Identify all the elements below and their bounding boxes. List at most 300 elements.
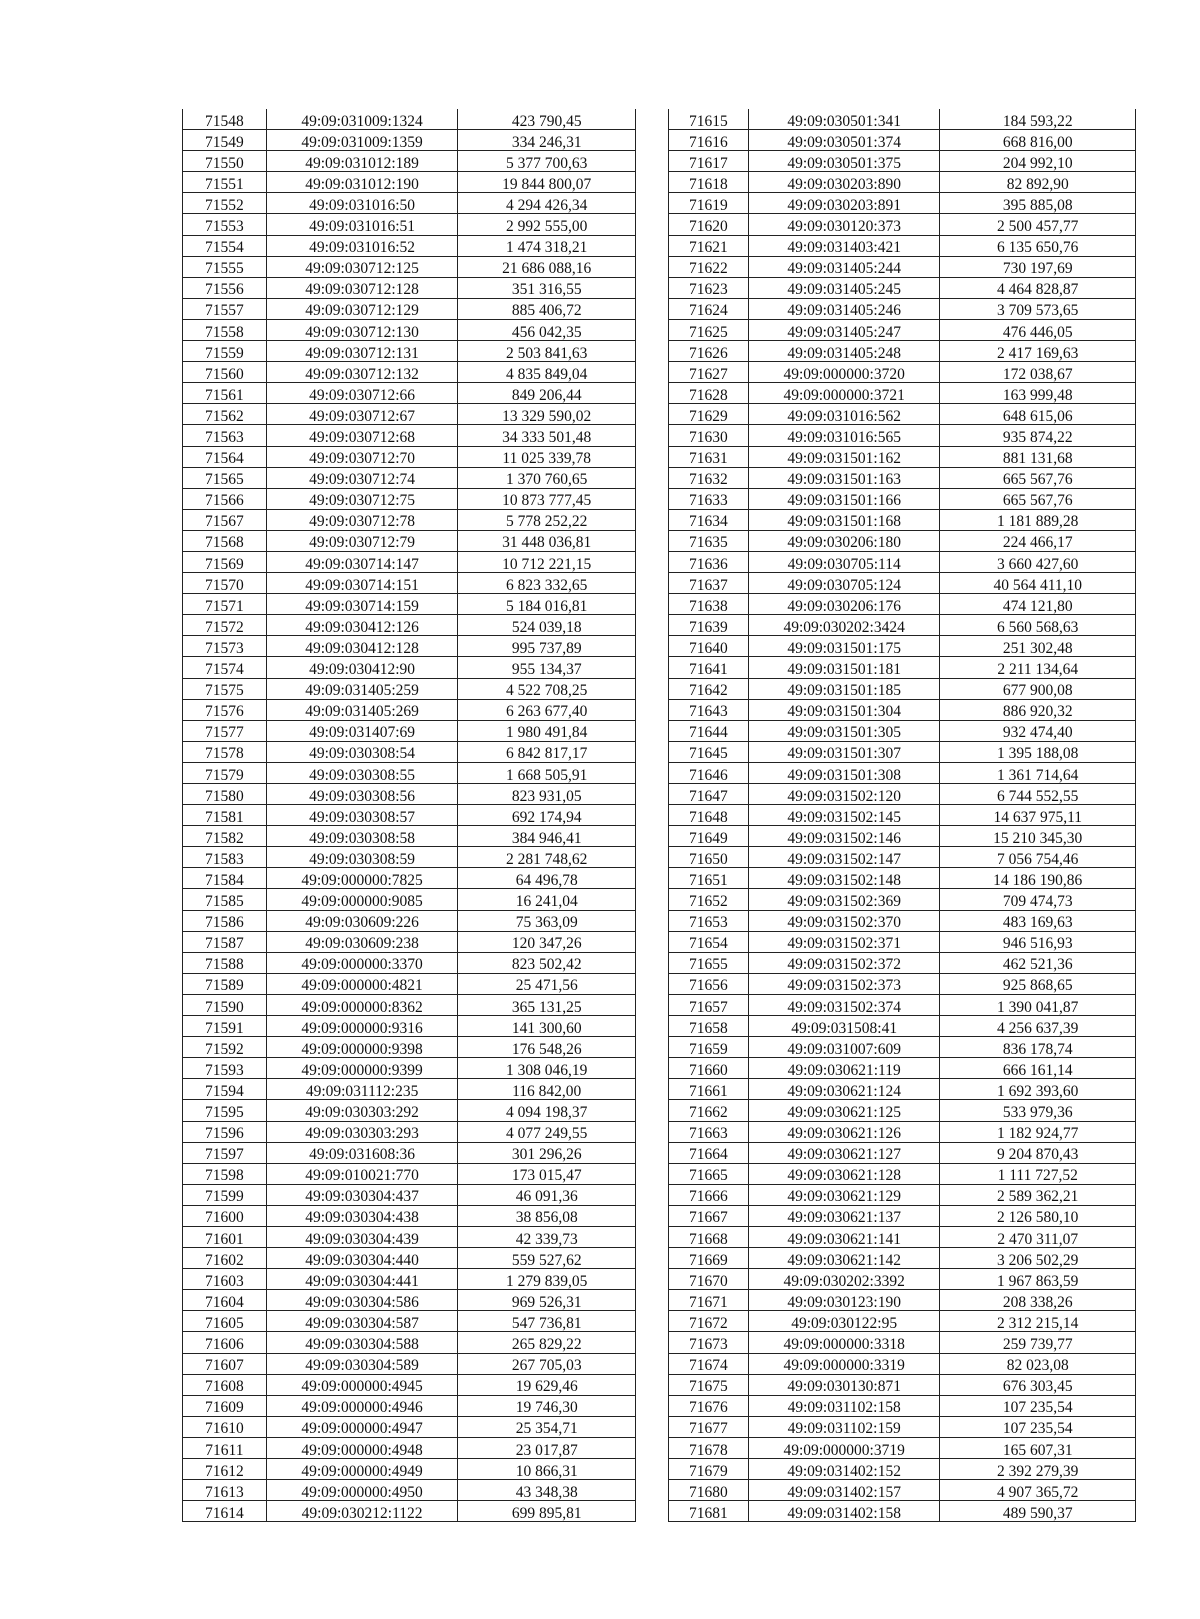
row-number-cell: 71669	[669, 1248, 749, 1269]
value-cell: 456 042,35	[458, 319, 636, 340]
table-row	[183, 1332, 636, 1353]
row-number-cell: 71556	[183, 277, 267, 298]
row-number-cell: 71644	[669, 720, 749, 741]
cadastral-number-cell: 49:09:030501:341	[748, 109, 940, 130]
table-row	[669, 1332, 1136, 1353]
value-cell: 40 564 411,10	[940, 573, 1136, 594]
cadastral-number-cell: 49:09:030206:176	[748, 594, 940, 615]
value-cell: 107 235,54	[940, 1395, 1136, 1416]
table-row	[669, 467, 1136, 488]
table-row	[183, 1079, 636, 1100]
row-number-cell: 71617	[669, 151, 749, 172]
table-row	[183, 130, 636, 151]
table-row	[669, 1459, 1136, 1480]
cadastral-number-cell: 49:09:030304:441	[266, 1269, 458, 1290]
left-table	[182, 109, 636, 1522]
cadastral-number-cell: 49:09:030621:142	[748, 1248, 940, 1269]
table-row	[183, 383, 636, 404]
table-row	[669, 1205, 1136, 1226]
table-row	[183, 1205, 636, 1226]
table-row	[183, 214, 636, 235]
value-cell: 6 823 332,65	[458, 573, 636, 594]
cadastral-number-cell: 49:09:000000:9316	[266, 1016, 458, 1037]
value-cell: 709 474,73	[940, 889, 1136, 910]
cadastral-number-cell: 49:09:031501:308	[748, 762, 940, 783]
row-number-cell: 71638	[669, 594, 749, 615]
value-cell: 1 370 760,65	[458, 467, 636, 488]
value-cell: 384 946,41	[458, 826, 636, 847]
cadastral-number-cell: 49:09:031405:247	[748, 319, 940, 340]
row-number-cell: 71553	[183, 214, 267, 235]
value-cell: 730 197,69	[940, 256, 1136, 277]
cadastral-number-cell: 49:09:031009:1324	[266, 109, 458, 130]
table-row	[669, 277, 1136, 298]
table-row	[183, 1121, 636, 1142]
value-cell: 64 496,78	[458, 868, 636, 889]
table-row	[183, 699, 636, 720]
row-number-cell: 71648	[669, 805, 749, 826]
row-number-cell: 71616	[669, 130, 749, 151]
cadastral-number-cell: 49:09:030130:871	[748, 1374, 940, 1395]
value-cell: 25 354,71	[458, 1416, 636, 1437]
table-row	[183, 551, 636, 572]
value-cell: 82 023,08	[940, 1353, 1136, 1374]
table-row	[183, 1269, 636, 1290]
cadastral-number-cell: 49:09:030308:54	[266, 741, 458, 762]
row-number-cell: 71672	[669, 1311, 749, 1332]
table-row	[669, 826, 1136, 847]
value-cell: 19 844 800,07	[458, 172, 636, 193]
value-cell: 2 992 555,00	[458, 214, 636, 235]
value-cell: 849 206,44	[458, 383, 636, 404]
value-cell: 885 406,72	[458, 298, 636, 319]
row-number-cell: 71559	[183, 341, 267, 362]
row-number-cell: 71603	[183, 1269, 267, 1290]
table-row	[669, 615, 1136, 636]
table-row	[669, 952, 1136, 973]
row-number-cell: 71568	[183, 530, 267, 551]
table-row	[669, 362, 1136, 383]
table-row	[183, 615, 636, 636]
cadastral-number-cell: 49:09:030712:128	[266, 277, 458, 298]
row-number-cell: 71643	[669, 699, 749, 720]
row-number-cell: 71633	[669, 488, 749, 509]
table-row	[183, 1395, 636, 1416]
row-number-cell: 71575	[183, 678, 267, 699]
cadastral-number-cell: 49:09:030304:588	[266, 1332, 458, 1353]
table-row	[183, 636, 636, 657]
table-row	[183, 488, 636, 509]
table-row	[669, 657, 1136, 678]
table-row	[183, 868, 636, 889]
row-number-cell: 71600	[183, 1205, 267, 1226]
row-number-cell: 71581	[183, 805, 267, 826]
cadastral-number-cell: 49:09:000000:4949	[266, 1459, 458, 1480]
table-row	[669, 868, 1136, 889]
row-number-cell: 71582	[183, 826, 267, 847]
value-cell: 462 521,36	[940, 952, 1136, 973]
row-number-cell: 71590	[183, 994, 267, 1015]
row-number-cell: 71646	[669, 762, 749, 783]
table-row	[183, 678, 636, 699]
table-row	[183, 277, 636, 298]
value-cell: 2 417 169,63	[940, 341, 1136, 362]
value-cell: 1 181 889,28	[940, 509, 1136, 530]
cadastral-number-cell: 49:09:031501:163	[748, 467, 940, 488]
table-row	[183, 889, 636, 910]
table-row	[183, 109, 636, 130]
value-cell: 5 184 016,81	[458, 594, 636, 615]
value-cell: 969 526,31	[458, 1290, 636, 1311]
table-row	[183, 1416, 636, 1437]
row-number-cell: 71637	[669, 573, 749, 594]
value-cell: 925 868,65	[940, 973, 1136, 994]
row-number-cell: 71555	[183, 256, 267, 277]
row-number-cell: 71552	[183, 193, 267, 214]
row-number-cell: 71652	[669, 889, 749, 910]
value-cell: 677 900,08	[940, 678, 1136, 699]
cadastral-number-cell: 49:09:031405:244	[748, 256, 940, 277]
table-row	[183, 341, 636, 362]
table-row	[669, 1058, 1136, 1079]
table-row	[669, 551, 1136, 572]
value-cell: 11 025 339,78	[458, 446, 636, 467]
cadastral-number-cell: 49:09:030712:125	[266, 256, 458, 277]
cadastral-number-cell: 49:09:000000:7825	[266, 868, 458, 889]
row-number-cell: 71656	[669, 973, 749, 994]
table-row	[669, 1248, 1136, 1269]
row-number-cell: 71645	[669, 741, 749, 762]
cadastral-number-cell: 49:09:030621:141	[748, 1226, 940, 1247]
table-row	[669, 889, 1136, 910]
cadastral-number-cell: 49:09:000000:3319	[748, 1353, 940, 1374]
value-cell: 19 629,46	[458, 1374, 636, 1395]
row-number-cell: 71573	[183, 636, 267, 657]
row-number-cell: 71584	[183, 868, 267, 889]
value-cell: 204 992,10	[940, 151, 1136, 172]
row-number-cell: 71630	[669, 425, 749, 446]
table-row	[669, 341, 1136, 362]
cadastral-number-cell: 49:09:030501:374	[748, 130, 940, 151]
table-row	[183, 994, 636, 1015]
row-number-cell: 71560	[183, 362, 267, 383]
cadastral-number-cell: 49:09:031112:235	[266, 1079, 458, 1100]
row-number-cell: 71588	[183, 952, 267, 973]
value-cell: 176 548,26	[458, 1037, 636, 1058]
row-number-cell: 71610	[183, 1416, 267, 1437]
row-number-cell: 71571	[183, 594, 267, 615]
value-cell: 334 246,31	[458, 130, 636, 151]
value-cell: 4 294 426,34	[458, 193, 636, 214]
value-cell: 6 744 552,55	[940, 784, 1136, 805]
cadastral-number-cell: 49:09:031502:369	[748, 889, 940, 910]
cadastral-number-cell: 49:09:000000:4946	[266, 1395, 458, 1416]
cadastral-number-cell: 49:09:031502:145	[748, 805, 940, 826]
row-number-cell: 71572	[183, 615, 267, 636]
row-number-cell: 71634	[669, 509, 749, 530]
cadastral-number-cell: 49:09:000000:4821	[266, 973, 458, 994]
row-number-cell: 71657	[669, 994, 749, 1015]
cadastral-number-cell: 49:09:030714:159	[266, 594, 458, 615]
table-row	[669, 1416, 1136, 1437]
table-row	[669, 488, 1136, 509]
value-cell: 163 999,48	[940, 383, 1136, 404]
table-row	[183, 1353, 636, 1374]
value-cell: 82 892,90	[940, 172, 1136, 193]
cadastral-number-cell: 49:09:030712:130	[266, 319, 458, 340]
cadastral-number-cell: 49:09:031402:157	[748, 1480, 940, 1501]
row-number-cell: 71629	[669, 404, 749, 425]
value-cell: 7 056 754,46	[940, 847, 1136, 868]
row-number-cell: 71583	[183, 847, 267, 868]
value-cell: 21 686 088,16	[458, 256, 636, 277]
row-number-cell: 71678	[669, 1437, 749, 1458]
cadastral-number-cell: 49:09:030609:226	[266, 910, 458, 931]
cadastral-number-cell: 49:09:031016:562	[748, 404, 940, 425]
table-row	[669, 720, 1136, 741]
row-number-cell: 71576	[183, 699, 267, 720]
cadastral-number-cell: 49:09:000000:9085	[266, 889, 458, 910]
table-row	[669, 130, 1136, 151]
table-row	[183, 1290, 636, 1311]
row-number-cell: 71667	[669, 1205, 749, 1226]
cadastral-number-cell: 49:09:030202:3392	[748, 1269, 940, 1290]
cadastral-number-cell: 49:09:000000:4947	[266, 1416, 458, 1437]
cadastral-number-cell: 49:09:030412:128	[266, 636, 458, 657]
value-cell: 1 474 318,21	[458, 235, 636, 256]
value-cell: 665 567,76	[940, 467, 1136, 488]
cadastral-number-cell: 49:09:031007:609	[748, 1037, 940, 1058]
value-cell: 4 835 849,04	[458, 362, 636, 383]
value-cell: 16 241,04	[458, 889, 636, 910]
cadastral-number-cell: 49:09:000000:3719	[748, 1437, 940, 1458]
table-row	[669, 425, 1136, 446]
row-number-cell: 71615	[669, 109, 749, 130]
cadastral-number-cell: 49:09:000000:4948	[266, 1437, 458, 1458]
table-row	[669, 1353, 1136, 1374]
row-number-cell: 71631	[669, 446, 749, 467]
cadastral-number-cell: 49:09:030203:890	[748, 172, 940, 193]
value-cell: 23 017,87	[458, 1437, 636, 1458]
value-cell: 665 567,76	[940, 488, 1136, 509]
value-cell: 46 091,36	[458, 1184, 636, 1205]
value-cell: 165 607,31	[940, 1437, 1136, 1458]
cadastral-number-cell: 49:09:030712:131	[266, 341, 458, 362]
table-row	[183, 741, 636, 762]
row-number-cell: 71659	[669, 1037, 749, 1058]
value-cell: 224 466,17	[940, 530, 1136, 551]
value-cell: 2 281 748,62	[458, 847, 636, 868]
value-cell: 2 312 215,14	[940, 1311, 1136, 1332]
value-cell: 648 615,06	[940, 404, 1136, 425]
row-number-cell: 71666	[669, 1184, 749, 1205]
cadastral-number-cell: 49:09:030712:66	[266, 383, 458, 404]
cadastral-number-cell: 49:09:031016:52	[266, 235, 458, 256]
cadastral-number-cell: 49:09:030308:59	[266, 847, 458, 868]
table-row	[669, 1395, 1136, 1416]
cadastral-number-cell: 49:09:030304:440	[266, 1248, 458, 1269]
value-cell: 265 829,22	[458, 1332, 636, 1353]
value-cell: 43 348,38	[458, 1480, 636, 1501]
row-number-cell: 71636	[669, 551, 749, 572]
cadastral-number-cell: 49:09:031102:159	[748, 1416, 940, 1437]
value-cell: 533 979,36	[940, 1100, 1136, 1121]
row-number-cell: 71569	[183, 551, 267, 572]
table-row	[183, 425, 636, 446]
cadastral-number-cell: 49:09:031403:421	[748, 235, 940, 256]
cadastral-number-cell: 49:09:030712:74	[266, 467, 458, 488]
cadastral-number-cell: 49:09:030304:586	[266, 1290, 458, 1311]
table-row	[183, 151, 636, 172]
cadastral-number-cell: 49:09:031502:370	[748, 910, 940, 931]
table-row	[669, 910, 1136, 931]
cadastral-number-cell: 49:09:031502:374	[748, 994, 940, 1015]
table-row	[669, 741, 1136, 762]
table-row	[669, 1374, 1136, 1395]
row-number-cell: 71605	[183, 1311, 267, 1332]
cadastral-number-cell: 49:09:031501:168	[748, 509, 940, 530]
table-row	[183, 319, 636, 340]
cadastral-number-cell: 49:09:030303:292	[266, 1100, 458, 1121]
table-row	[183, 467, 636, 488]
value-cell: 15 210 345,30	[940, 826, 1136, 847]
cadastral-number-cell: 49:09:030308:58	[266, 826, 458, 847]
cadastral-number-cell: 49:09:030304:439	[266, 1226, 458, 1247]
row-number-cell: 71620	[669, 214, 749, 235]
value-cell: 267 705,03	[458, 1353, 636, 1374]
cadastral-number-cell: 49:09:030712:68	[266, 425, 458, 446]
table-row	[183, 910, 636, 931]
cadastral-number-cell: 49:09:031501:307	[748, 741, 940, 762]
cadastral-number-cell: 49:09:000000:9398	[266, 1037, 458, 1058]
table-row	[669, 699, 1136, 720]
cadastral-number-cell: 49:09:031501:181	[748, 657, 940, 678]
cadastral-number-cell: 49:09:030712:79	[266, 530, 458, 551]
table-row	[183, 1374, 636, 1395]
row-number-cell: 71651	[669, 868, 749, 889]
cadastral-number-cell: 49:09:000000:4945	[266, 1374, 458, 1395]
cadastral-number-cell: 49:09:031501:305	[748, 720, 940, 741]
row-number-cell: 71577	[183, 720, 267, 741]
table-row	[669, 573, 1136, 594]
value-cell: 4 256 637,39	[940, 1016, 1136, 1037]
row-number-cell: 71664	[669, 1142, 749, 1163]
value-cell: 395 885,08	[940, 193, 1136, 214]
cadastral-number-cell: 49:09:030120:373	[748, 214, 940, 235]
cadastral-number-cell: 49:09:030304:437	[266, 1184, 458, 1205]
row-number-cell: 71565	[183, 467, 267, 488]
cadastral-number-cell: 49:09:031502:371	[748, 931, 940, 952]
table-row	[669, 256, 1136, 277]
row-number-cell: 71654	[669, 931, 749, 952]
value-cell: 1 111 727,52	[940, 1163, 1136, 1184]
cadastral-number-cell: 49:09:030304:589	[266, 1353, 458, 1374]
row-number-cell: 71680	[669, 1480, 749, 1501]
cadastral-number-cell: 49:09:030308:57	[266, 805, 458, 826]
row-number-cell: 71624	[669, 298, 749, 319]
value-cell: 2 392 279,39	[940, 1459, 1136, 1480]
value-cell: 1 668 505,91	[458, 762, 636, 783]
row-number-cell: 71557	[183, 298, 267, 319]
row-number-cell: 71609	[183, 1395, 267, 1416]
cadastral-number-cell: 49:09:000000:3318	[748, 1332, 940, 1353]
row-number-cell: 71594	[183, 1079, 267, 1100]
value-cell: 946 516,93	[940, 931, 1136, 952]
table-row	[183, 446, 636, 467]
value-cell: 1 279 839,05	[458, 1269, 636, 1290]
row-number-cell: 71627	[669, 362, 749, 383]
value-cell: 351 316,55	[458, 277, 636, 298]
table-row	[183, 847, 636, 868]
row-number-cell: 71567	[183, 509, 267, 530]
row-number-cell: 71598	[183, 1163, 267, 1184]
value-cell: 2 503 841,63	[458, 341, 636, 362]
value-cell: 547 736,81	[458, 1311, 636, 1332]
row-number-cell: 71595	[183, 1100, 267, 1121]
row-number-cell: 71668	[669, 1226, 749, 1247]
value-cell: 1 361 714,64	[940, 762, 1136, 783]
row-number-cell: 71597	[183, 1142, 267, 1163]
value-cell: 141 300,60	[458, 1016, 636, 1037]
table-row	[669, 1100, 1136, 1121]
cadastral-number-cell: 49:09:031016:51	[266, 214, 458, 235]
cadastral-number-cell: 49:09:000000:3720	[748, 362, 940, 383]
value-cell: 666 161,14	[940, 1058, 1136, 1079]
row-number-cell: 71589	[183, 973, 267, 994]
table-row	[183, 1037, 636, 1058]
cadastral-number-cell: 49:09:030621:126	[748, 1121, 940, 1142]
cadastral-number-cell: 49:09:031502:373	[748, 973, 940, 994]
value-cell: 75 363,09	[458, 910, 636, 931]
right-table-body	[669, 109, 1136, 1522]
table-row	[183, 362, 636, 383]
row-number-cell: 71592	[183, 1037, 267, 1058]
row-number-cell: 71661	[669, 1079, 749, 1100]
row-number-cell: 71671	[669, 1290, 749, 1311]
cadastral-number-cell: 49:09:000000:8362	[266, 994, 458, 1015]
table-row	[183, 1142, 636, 1163]
table-row	[183, 193, 636, 214]
table-row	[669, 446, 1136, 467]
value-cell: 886 920,32	[940, 699, 1136, 720]
cadastral-number-cell: 49:09:000000:4950	[266, 1480, 458, 1501]
value-cell: 823 502,42	[458, 952, 636, 973]
value-cell: 2 589 362,21	[940, 1184, 1136, 1205]
table-row	[669, 235, 1136, 256]
value-cell: 5 377 700,63	[458, 151, 636, 172]
table-row	[183, 1459, 636, 1480]
row-number-cell: 71608	[183, 1374, 267, 1395]
row-number-cell: 71549	[183, 130, 267, 151]
cadastral-number-cell: 49:09:030621:125	[748, 1100, 940, 1121]
value-cell: 10 866,31	[458, 1459, 636, 1480]
cadastral-number-cell: 49:09:031405:259	[266, 678, 458, 699]
cadastral-number-cell: 49:09:030712:75	[266, 488, 458, 509]
row-number-cell: 71607	[183, 1353, 267, 1374]
value-cell: 6 135 650,76	[940, 235, 1136, 256]
row-number-cell: 71679	[669, 1459, 749, 1480]
row-number-cell: 71551	[183, 172, 267, 193]
table-row	[669, 1142, 1136, 1163]
row-number-cell: 71674	[669, 1353, 749, 1374]
table-row	[669, 762, 1136, 783]
cadastral-number-cell: 49:09:030304:438	[266, 1205, 458, 1226]
table-row	[183, 1058, 636, 1079]
value-cell: 4 464 828,87	[940, 277, 1136, 298]
value-cell: 881 131,68	[940, 446, 1136, 467]
row-number-cell: 71618	[669, 172, 749, 193]
row-number-cell: 71640	[669, 636, 749, 657]
